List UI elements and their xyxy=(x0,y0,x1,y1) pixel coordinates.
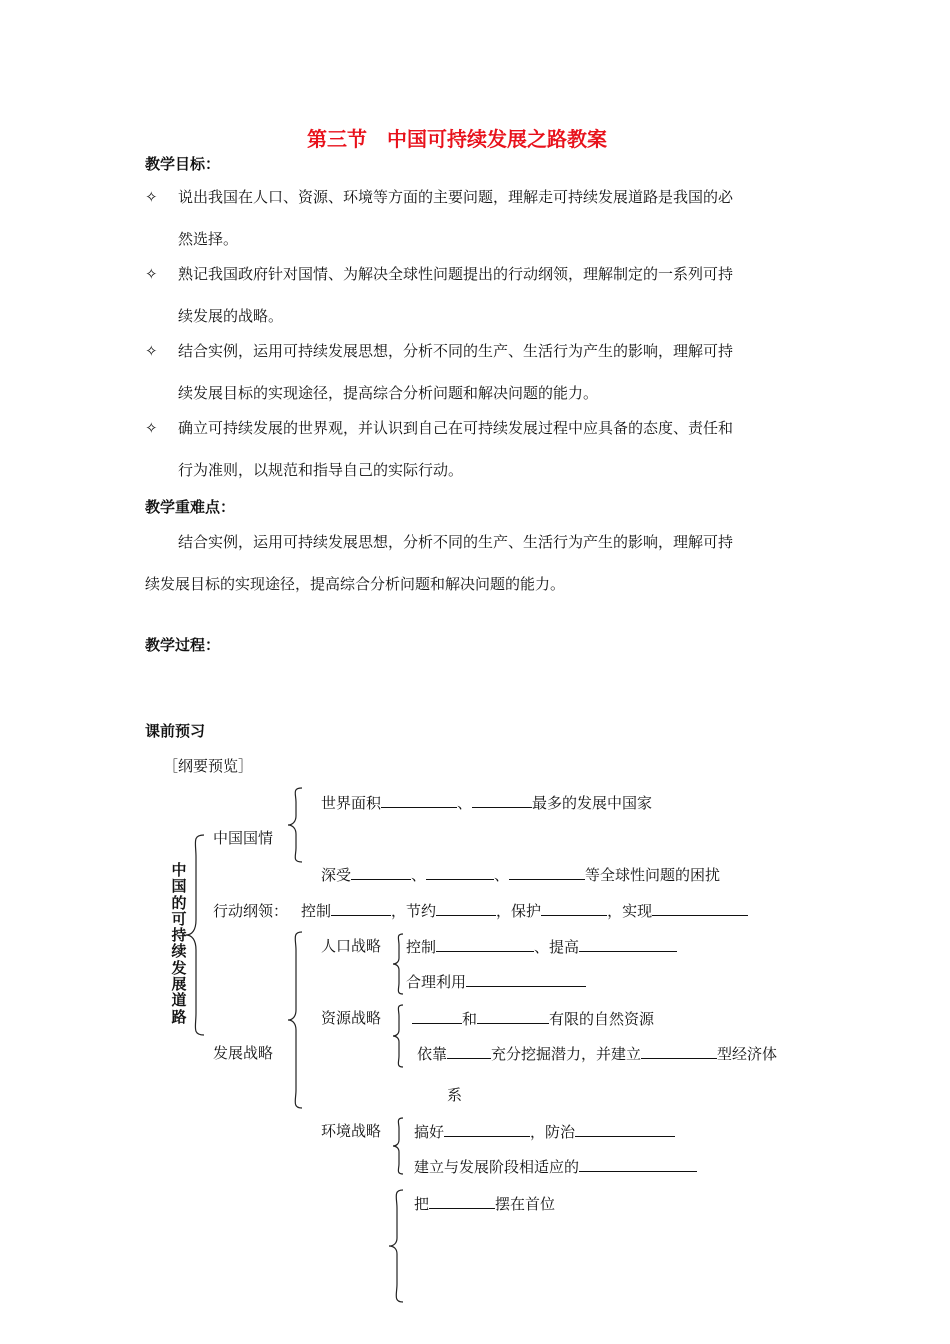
preview-heading: 课前预习 xyxy=(145,722,206,740)
text: 和 xyxy=(462,1010,478,1028)
population-row1 xyxy=(406,936,677,957)
fill-blank[interactable] xyxy=(579,1156,697,1172)
fill-blank[interactable] xyxy=(472,792,532,808)
text: ，实现 xyxy=(607,902,653,920)
resource-brace xyxy=(393,1005,405,1067)
objective-1-line1: 说出我国在人口、资源、环境等方面的主要问题，理解走可持续发展道路是我国的必 xyxy=(178,188,734,206)
objective-4-line2: 行为准则，以规范和指导自己的实际行动。 xyxy=(178,461,464,479)
objective-3-line2: 续发展目标的实现途径，提高综合分析问题和解决问题的能力。 xyxy=(178,384,599,402)
text: 搞好 xyxy=(414,1123,445,1141)
fill-blank[interactable] xyxy=(509,864,585,880)
objective-2-line2: 续发展的战略。 xyxy=(178,307,284,325)
fill-blank[interactable] xyxy=(351,864,411,880)
fill-blank[interactable] xyxy=(381,792,457,808)
text: 有限的自然资源 xyxy=(549,1010,655,1028)
environment-brace xyxy=(393,1118,405,1174)
resource-row2 xyxy=(417,1043,777,1064)
fill-blank[interactable] xyxy=(541,900,607,916)
text: 、 xyxy=(494,866,510,884)
text: 、 xyxy=(411,866,427,884)
text: ，节约 xyxy=(391,902,437,920)
fill-blank[interactable] xyxy=(436,936,534,952)
population-row2 xyxy=(406,971,586,992)
text: 把 xyxy=(414,1195,430,1213)
key-points-line1: 结合实例，运用可持续发展思想，分析不同的生产、生活行为产生的影响，理解可持 xyxy=(178,533,734,551)
fill-blank[interactable] xyxy=(436,900,496,916)
text: 充分挖掘潜力，并建立 xyxy=(491,1045,642,1063)
outline-root-label: 中国的可持续发展道路 xyxy=(171,861,187,1026)
fill-blank[interactable] xyxy=(641,1043,717,1059)
key-points-heading: 教学重难点： xyxy=(145,498,236,516)
fill-blank[interactable] xyxy=(466,971,586,987)
bullet-icon: ✧ xyxy=(145,419,158,437)
china-situation-row2 xyxy=(321,864,720,885)
environment-row2 xyxy=(414,1156,697,1177)
bullet-icon: ✧ xyxy=(145,188,158,206)
text: 合理利用 xyxy=(406,973,467,991)
text: 、 xyxy=(457,794,473,812)
population-brace xyxy=(393,934,405,994)
bullet-icon: ✧ xyxy=(145,265,158,283)
preview-subheading: ［纲要预览］ xyxy=(163,757,254,775)
development-brace xyxy=(288,932,304,1108)
process-heading: 教学过程： xyxy=(145,636,221,654)
resource-label: 资源战略 xyxy=(321,1009,382,1027)
text: 控制 xyxy=(406,938,437,956)
china-situation-brace xyxy=(288,788,304,862)
key-points-line2: 续发展目标的实现途径，提高综合分析问题和解决问题的能力。 xyxy=(145,575,566,593)
population-label: 人口战略 xyxy=(321,937,382,955)
fill-blank[interactable] xyxy=(477,1008,549,1024)
text: 依靠 xyxy=(417,1045,448,1063)
fill-blank[interactable] xyxy=(579,936,677,952)
text: 建立与发展阶段相适应的 xyxy=(414,1158,580,1176)
text: 摆在首位 xyxy=(495,1195,556,1213)
fill-blank[interactable] xyxy=(429,1193,495,1209)
objectives-heading: 教学目标： xyxy=(145,155,221,173)
china-situation-label: 中国国情 xyxy=(213,829,274,847)
text: ，保护 xyxy=(496,902,542,920)
fill-blank[interactable] xyxy=(575,1121,675,1137)
text: ，防治 xyxy=(530,1123,576,1141)
text: 型经济体 xyxy=(717,1045,778,1063)
fill-blank[interactable] xyxy=(331,900,391,916)
bottom-brace xyxy=(389,1190,405,1302)
objective-2-line1: 熟记我国政府针对国情、为解决全球性问题提出的行动纲领，理解制定的一系列可持 xyxy=(178,265,734,283)
development-label: 发展战略 xyxy=(213,1044,274,1062)
fill-blank[interactable] xyxy=(412,1008,462,1024)
text: 深受 xyxy=(321,866,352,884)
objective-1-line2: 然选择。 xyxy=(178,230,239,248)
fill-blank[interactable] xyxy=(652,900,748,916)
objective-4-line1: 确立可持续发展的世界观，并认识到自己在可持续发展过程中应具备的态度、责任和 xyxy=(178,419,734,437)
fill-blank[interactable] xyxy=(426,864,494,880)
fill-blank[interactable] xyxy=(447,1043,491,1059)
text: 、提高 xyxy=(534,938,580,956)
page-title: 第三节 中国可持续发展之路教案 xyxy=(307,127,607,151)
environment-row1 xyxy=(414,1121,675,1142)
environment-label: 环境战略 xyxy=(321,1122,382,1140)
text: 世界面积 xyxy=(321,794,382,812)
fill-blank[interactable] xyxy=(444,1121,530,1137)
action-program-label: 行动纲领： xyxy=(213,902,289,920)
root-brace xyxy=(186,835,206,1035)
text: 控制 xyxy=(301,902,332,920)
resource-row1 xyxy=(412,1008,654,1029)
text: 等全球性问题的困扰 xyxy=(585,866,721,884)
action-program-row xyxy=(213,900,748,921)
text: 最多的发展中国家 xyxy=(532,794,653,812)
put-first-row xyxy=(414,1193,555,1214)
china-situation-row1 xyxy=(321,792,652,813)
bullet-icon: ✧ xyxy=(145,342,158,360)
resource-row3: 系 xyxy=(447,1086,463,1104)
objective-3-line1: 结合实例，运用可持续发展思想，分析不同的生产、生活行为产生的影响，理解可持 xyxy=(178,342,734,360)
